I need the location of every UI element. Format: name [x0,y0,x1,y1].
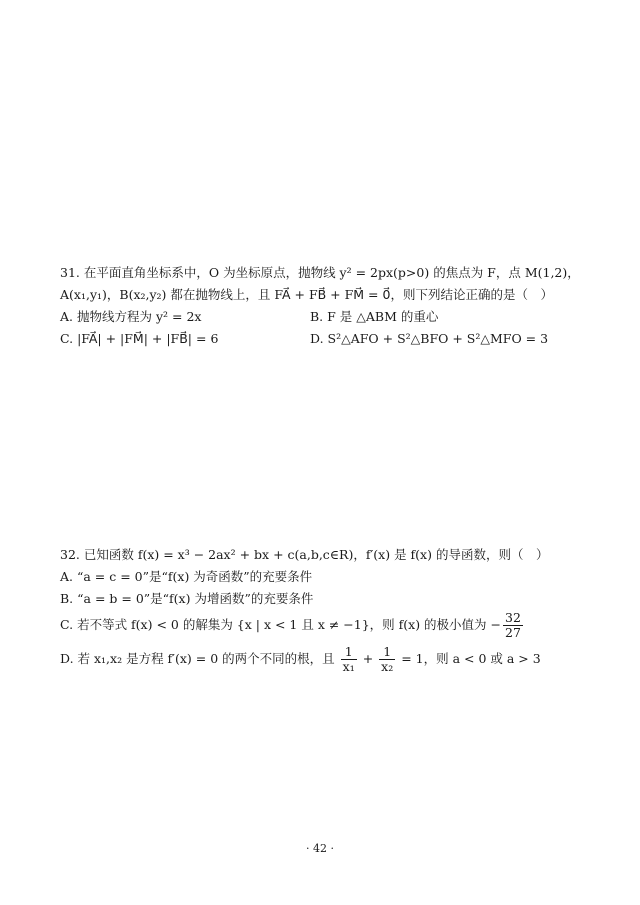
q32-option-d-plus: + [362,651,374,666]
q32-option-b: B. “a = b = 0”是“f(x) 为增函数”的充要条件 [60,591,314,606]
q32-option-d-text: D. 若 x₁,x₂ 是方程 f′(x) = 0 的两个不同的根，且 [60,651,335,666]
fraction-denominator: 27 [505,625,521,640]
q32-stem: 32. 已知函数 f(x) = x³ − 2ax² + bx + c(a,b,c∈R)，f′(x) 是 f(x) 的导函数，则（ ） [60,547,549,562]
q32-option-c-fraction [503,611,523,640]
q32-option-d-fraction-2 [379,645,395,674]
q32-option-d-fraction-1 [341,645,357,674]
q32-option-c [60,610,600,640]
q32-option-d-tail: = 1，则 a < 0 或 a > 3 [401,651,541,666]
question-31 [60,262,600,350]
page-number: · 42 · [306,842,334,855]
fraction-denominator: x₁ [342,659,355,674]
fraction-numerator: 1 [341,645,357,660]
q31-options-row1 [60,306,600,328]
q31-option-d: D. S²△AFO + S²△BFO + S²△MFO = 3 [310,331,549,346]
fraction-numerator: 1 [379,645,395,660]
question-32 [60,544,600,674]
q31-stem-line2: A(x₁,y₁)，B(x₂,y₂) 都在抛物线上，且 FA⃗ + FB⃗ + FM⃗ = 0⃗，则下列结论正确的是（ ） [60,287,553,302]
fraction-numerator: 32 [505,610,521,626]
q32-option-c-text: C. 若不等式 f(x) < 0 的解集为 {x | x < 1 且 x ≠ −1}，则 f(x) 的极小值为 − [60,617,501,632]
q31-option-a: A. 抛物线方程为 y² = 2x [60,309,202,324]
q31-stem-line1: 31. 在平面直角坐标系中，O 为坐标原点，抛物线 y² = 2px(p>0) 的焦点为 F，点 M(1,2)， [60,265,580,280]
q32-option-a: A. “a = c = 0”是“f(x) 为奇函数”的充要条件 [60,569,313,584]
q31-option-c: C. |FA⃗| + |FM⃗| + |FB⃗| = 6 [60,331,219,346]
q31-option-b: B. F 是 △ABM 的重心 [310,309,439,324]
q32-option-d [60,644,600,674]
fraction-denominator: x₂ [381,659,394,674]
q31-options-row2 [60,328,600,350]
